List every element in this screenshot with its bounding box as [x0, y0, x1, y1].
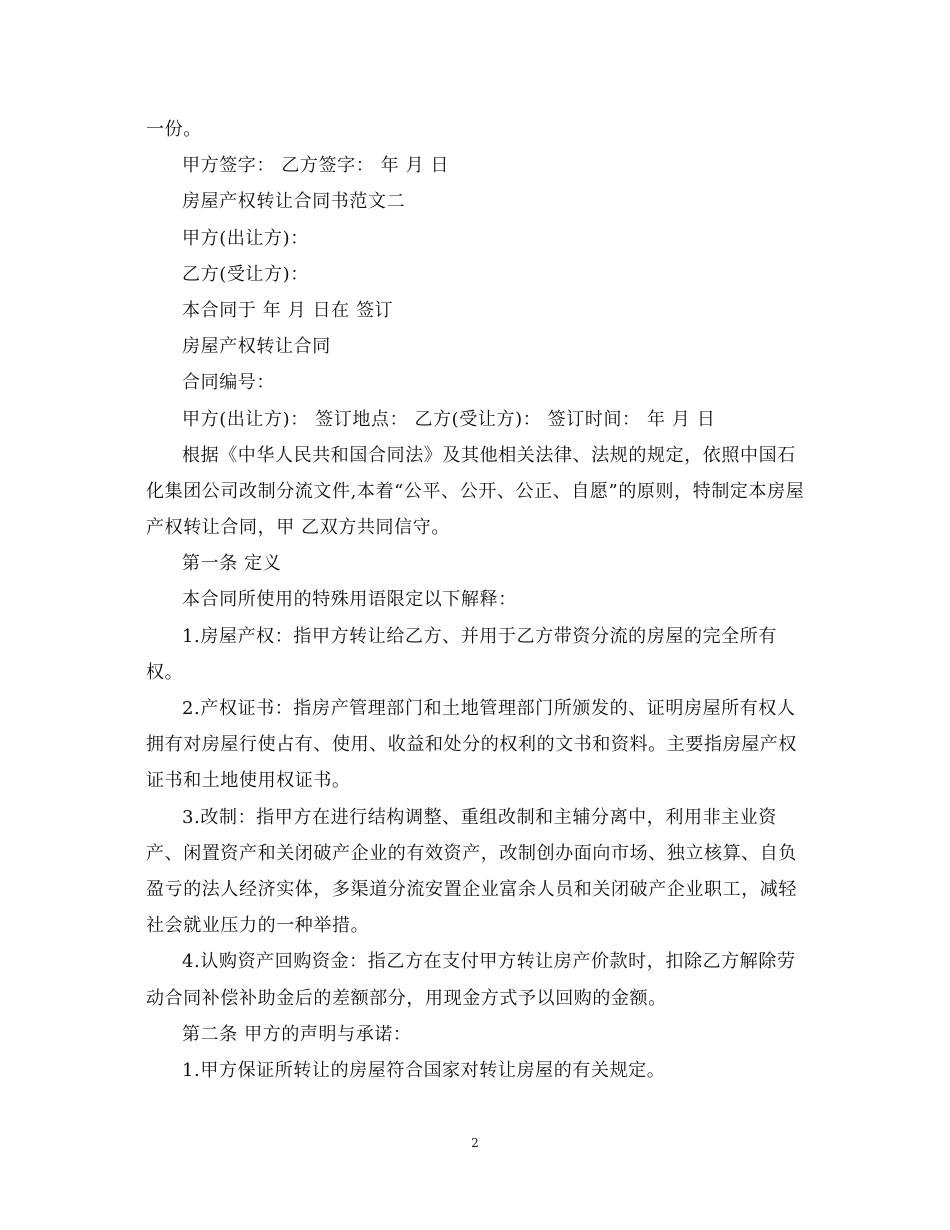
text-line: 化集团公司改制分流文件,本着“公平、公开、公正、自愿”的原则，特制定本房屋 [146, 480, 805, 502]
text-line: 3.改制：指甲方在进行结构调整、重组改制和主辅分离中，利用非主业资 [182, 806, 777, 828]
text-line: 甲方(出让方)： [182, 227, 309, 249]
text-line: 1.甲方保证所转让的房屋符合国家对转让房屋的有关规定。 [182, 1059, 666, 1081]
text-line: 本合同所使用的特殊用语限定以下解释： [182, 589, 517, 611]
text-line: 房屋产权转让合同书范文二 [182, 191, 406, 213]
text-line: 合同编号： [182, 372, 275, 394]
page-number: 2 [471, 1136, 479, 1150]
text-line: 乙方(受让方)： [182, 263, 309, 285]
text-line: 房屋产权转让合同 [182, 336, 331, 358]
text-line: 本合同于 年 月 日在 签订 [182, 299, 394, 321]
text-line: 社会就业压力的一种举措。 [146, 915, 370, 937]
text-line: 权。 [146, 661, 184, 683]
text-line: 1.房屋产权：指甲方转让给乙方、并用于乙方带资分流的房屋的完全所有 [182, 625, 777, 647]
text-line: 4.认购资产回购资金：指乙方在支付甲方转让房产价款时，扣除乙方解除劳 [182, 951, 796, 973]
text-line: 一份。 [146, 119, 202, 140]
text-line: 盈亏的法人经济实体，多渠道分流安置企业富余人员和关闭破产企业职工，减轻 [146, 878, 797, 900]
text-line: 产权转让合同，甲 乙双方共同信守。 [146, 517, 450, 539]
text-line: 证书和土地使用权证书。 [146, 770, 351, 792]
text-line: 2.产权证书：指房产管理部门和土地管理部门所颁发的、证明房屋所有权人 [182, 698, 796, 719]
text-line: 甲方签字： 乙方签字： 年 月 日 [182, 155, 450, 177]
text-line: 甲方(出让方)： 签订地点： 乙方(受让方)： 签订时间： 年 月 日 [182, 408, 716, 430]
text-line: 拥有对房屋行使占有、使用、收益和处分的权利的文书和资料。主要指房屋产权 [146, 734, 797, 756]
text-line: 第一条 定义 [182, 553, 282, 575]
document-body [146, 112, 808, 1089]
text-line: 产、闲置资产和关闭破产企业的有效资产，改制创办面向市场、独立核算、自负 [146, 842, 797, 864]
text-line: 动合同补偿补助金后的差额部分，用现金方式予以回购的金额。 [146, 987, 667, 1009]
text-line: 根据《中华人民共和国合同法》及其他相关法律、法规的规定，依照中国石 [182, 444, 796, 466]
text-line: 第二条 甲方的声明与承诺： [182, 1023, 412, 1045]
